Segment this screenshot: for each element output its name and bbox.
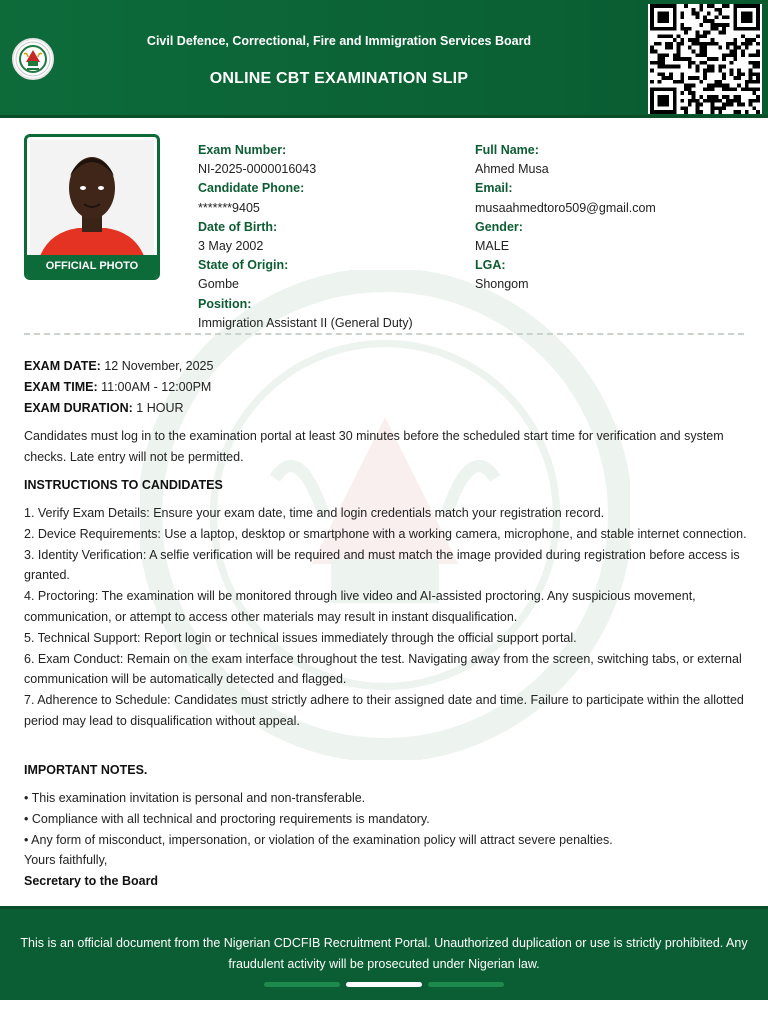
- instructions-list: [24, 503, 748, 732]
- full-name-value: Ahmed Musa: [475, 162, 549, 177]
- sign-off: [24, 850, 158, 892]
- gender-label: Gender:: [475, 219, 523, 234]
- exam-number-value: NI-2025-0000016043: [198, 162, 317, 177]
- email-label: Email:: [475, 181, 513, 196]
- exam-date-value: 12 November, 2025: [104, 359, 214, 373]
- notes-list: [24, 788, 748, 850]
- footer-decor-bars: [264, 982, 504, 988]
- dob-label: Date of Birth:: [198, 219, 278, 234]
- candidate-info-right: [475, 141, 745, 295]
- footer-bar-middle: [346, 982, 422, 987]
- instruction-item: 5. Technical Support: Report login or technical issues immediately through the official support portal.: [24, 630, 577, 645]
- section-divider: [24, 333, 744, 335]
- qr-code-icon: [648, 4, 762, 114]
- exam-time-line: [24, 380, 211, 394]
- gender-value: MALE: [475, 239, 510, 254]
- footer-bar-left: [264, 982, 340, 987]
- position-value: Immigration Assistant II (General Duty): [198, 315, 413, 330]
- position-label: Position:: [198, 296, 252, 311]
- instruction-item: 7. Adherence to Schedule: Candidates must strictly adhere to their assigned date and time. Failure to participate within the allotted period may lead to disqualification without appeal.: [24, 693, 744, 728]
- notes-heading: IMPORTANT NOTES.: [24, 763, 148, 777]
- exam-date-label: EXAM DATE:: [24, 359, 101, 373]
- state-value: Gombe: [198, 277, 239, 292]
- exam-date-line: [24, 359, 213, 373]
- email-value: musaahmedtoro509@gmail.com: [475, 200, 656, 215]
- footer-banner: [0, 906, 768, 1000]
- exam-duration-label: EXAM DURATION:: [24, 401, 133, 415]
- header-banner: [0, 0, 768, 118]
- state-label: State of Origin:: [198, 258, 289, 273]
- instruction-item: 4. Proctoring: The examination will be monitored through live video and AI-assisted proctoring. Any suspicious movement, communication, or attempt to access other materials may result in instant disqualification.: [24, 589, 696, 624]
- phone-label: Candidate Phone:: [198, 181, 305, 196]
- official-photo-label: OFFICIAL PHOTO: [27, 255, 157, 277]
- instruction-item: 6. Exam Conduct: Remain on the exam interface throughout the test. Navigating away from the screen, switching tabs, or external communication will be automatically detected and flagged.: [24, 651, 742, 687]
- instruction-item: 3. Identity Verification: A selfie verification will be required and must match the image provided during registration before access is granted.: [24, 547, 740, 583]
- candidate-photo: [30, 140, 154, 256]
- lga-label: LGA:: [475, 258, 506, 273]
- document-title: ONLINE CBT EXAMINATION SLIP: [209, 70, 469, 87]
- note-item: • This examination invitation is personal and non-transferable.: [24, 791, 366, 805]
- instruction-item: 1. Verify Exam Details: Ensure your exam date, time and login credentials match your registration record.: [24, 506, 605, 520]
- exam-duration-line: [24, 401, 184, 415]
- organization-name: Civil Defence, Correctional, Fire and Immigration Services Board: [146, 34, 532, 48]
- exam-number-label: Exam Number:: [198, 143, 287, 157]
- lga-value: Shongom: [475, 277, 529, 292]
- full-name-label: Full Name:: [475, 143, 539, 157]
- exam-time-label: EXAM TIME:: [24, 380, 98, 394]
- official-photo-card: [24, 134, 160, 280]
- instruction-item: 2. Device Requirements: Use a laptop, desktop or smartphone with a working camera, microphone, and stable internet connection.: [24, 526, 747, 541]
- instructions-heading: INSTRUCTIONS TO CANDIDATES: [24, 478, 223, 492]
- coat-of-arms-icon: [12, 38, 54, 80]
- footer-disclaimer: This is an official document from the Nigerian CDCFIB Recruitment Portal. Unauthorized duplication or use is strictly prohibited. Any fraudulent activity will be prosecuted under Nigerian law.: [20, 936, 748, 971]
- phone-value: *******9405: [198, 200, 260, 215]
- note-item: • Any form of misconduct, impersonation, or violation of the examination policy will attract severe penalties.: [24, 832, 613, 847]
- note-item: • Compliance with all technical and proctoring requirements is mandatory.: [24, 811, 430, 826]
- closing-text: Yours faithfully,: [24, 853, 108, 867]
- signer-title: Secretary to the Board: [24, 873, 159, 888]
- candidate-info-left: [198, 141, 458, 333]
- exam-duration-value: 1 HOUR: [136, 401, 184, 415]
- exam-time-value: 11:00AM - 12:00PM: [101, 380, 212, 394]
- dob-value: 3 May 2002: [198, 239, 264, 254]
- footer-bar-right: [428, 982, 504, 987]
- login-notice: Candidates must log in to the examination portal at least 30 minutes before the scheduled start time for verification and system checks. Late entry will not be permitted.: [24, 429, 724, 464]
